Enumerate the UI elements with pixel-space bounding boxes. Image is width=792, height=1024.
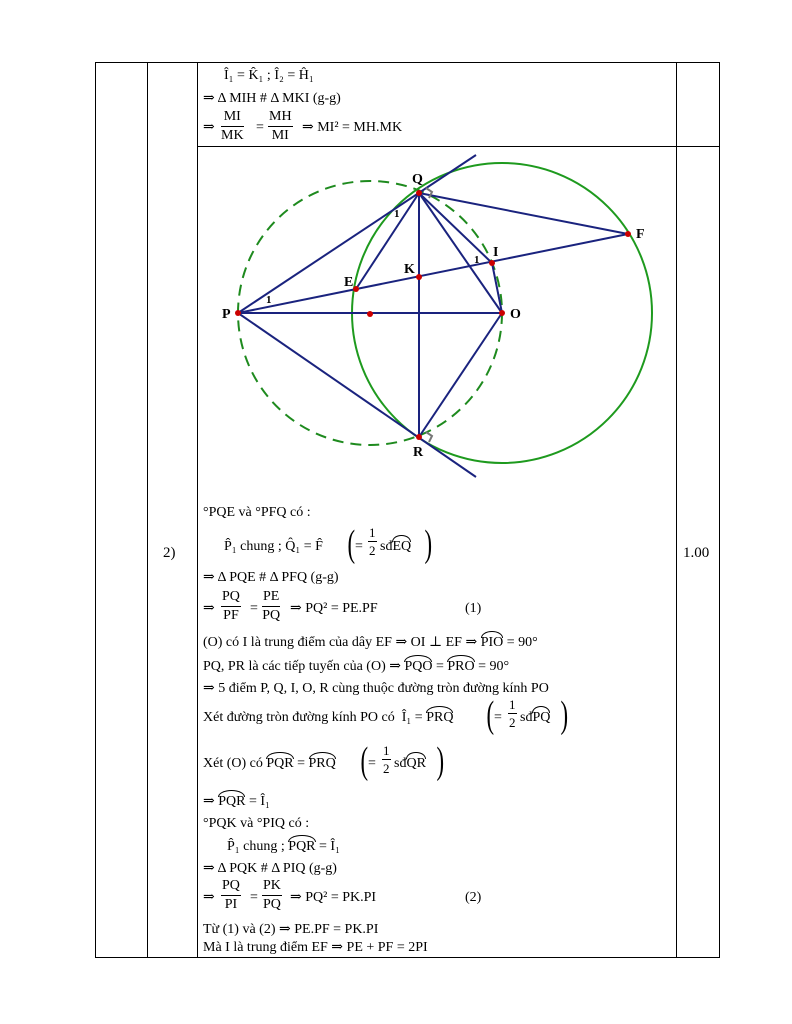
point-p	[235, 310, 241, 316]
solution-line-13: ⇒ Δ PQK # Δ PIQ (g-g)	[203, 861, 337, 876]
eq-14: =	[250, 890, 258, 905]
part-label: 2)	[163, 545, 176, 561]
point-i	[489, 260, 495, 266]
solution-line-8: Xét đường tròn đường kính PO có Î₁ = PRQ	[203, 710, 454, 725]
label-k: K	[404, 262, 415, 277]
top-line-3-arrow: ⇒	[203, 120, 215, 135]
top-line-1: Î₁ = K̂₁ ; Î₂ = Ĥ₁	[224, 68, 314, 83]
fraction-mh-mi: $\frac{MH}{MI}$	[269, 109, 292, 143]
fraction-pe-pq: $\frac{PE}{PQ}$	[262, 589, 281, 623]
label-i: I	[493, 245, 499, 260]
tangent-line-r	[238, 313, 476, 477]
top-line-3-tail: ⇒ MI² = MH.MK	[302, 120, 403, 135]
segment-ro	[419, 313, 502, 437]
fraction-pq-pf: $\frac{PQ}{PF}$	[222, 589, 240, 623]
point-r	[416, 434, 422, 440]
eq-4: =	[250, 601, 258, 616]
segment-qi	[419, 193, 492, 263]
sd-eq: sđEQ	[380, 539, 412, 554]
paren-open-8: (	[486, 694, 495, 736]
solution-line-14-tail: ⇒ PQ² = PK.PI	[290, 890, 377, 905]
solution-line-6: PQ, PR là các tiếp tuyến của (O) ⇒ PQO = PRO = 90°	[203, 659, 510, 674]
solution-line-4-tail: ⇒ PQ² = PE.PF	[290, 601, 378, 616]
sd-qr: sđQR	[394, 756, 426, 771]
solution-line-11: °PQK và °PIQ có :	[203, 816, 310, 831]
arrow-14: ⇒	[203, 890, 215, 905]
sd-pq: sđPQ	[520, 710, 551, 725]
fraction-pq-pi: $\frac{PQ}{PI}$	[222, 878, 240, 912]
label-q: Q	[412, 172, 423, 187]
label-o: O	[510, 307, 521, 322]
point-q	[416, 190, 422, 196]
solution-line-10: ⇒ PQR = Î₁	[203, 794, 270, 809]
half-fraction-9: $\frac{1}{2}$	[383, 743, 390, 776]
arrow-4: ⇒	[203, 601, 215, 616]
solution-line-1: °PQE và °PFQ có :	[203, 505, 311, 520]
segment-qf	[419, 193, 628, 234]
label-f: F	[636, 227, 645, 242]
solution-line-2: P̂₁ chung ; Q̂₁ = F̂	[224, 539, 323, 554]
top-line-2: ⇒ Δ MIH # Δ MKI (g-g)	[203, 91, 341, 106]
paren-close-8: )	[560, 694, 569, 736]
paren-open: (	[347, 523, 356, 565]
score-value: 1.00	[683, 545, 710, 561]
paren-close-9: )	[436, 740, 445, 782]
point-e	[353, 286, 359, 292]
segment-qo	[419, 193, 502, 313]
equals-9: =	[368, 756, 376, 771]
fraction-mi-mk: $\frac{MI}{MK}$	[221, 109, 244, 143]
label-angle-p1: 1	[266, 294, 272, 306]
solution-line-9: Xét (O) có PQR = PRQ	[203, 756, 336, 771]
solution-line-12: P̂₁ chung ; PQR = Î₁	[227, 839, 340, 854]
equation-number-2: (2)	[465, 890, 482, 905]
solution-line-5: (O) có I là trung điểm của dây EF ⇒ OI ⊥ EF ⇒ PIO = 90°	[203, 635, 538, 650]
half-fraction: $\frac{1}{2}$	[369, 525, 376, 558]
label-r: R	[413, 445, 424, 460]
paren-open-9: (	[360, 740, 369, 782]
right-angle-mark-r	[426, 432, 432, 442]
fraction-pk-pq: $\frac{PK}{PQ}$	[263, 878, 281, 912]
equals: =	[355, 539, 363, 554]
label-p: P	[222, 307, 231, 322]
equals-sign: =	[256, 120, 264, 135]
point-f	[625, 231, 631, 237]
label-angle-q1: 1	[394, 208, 400, 220]
paren-close: )	[424, 523, 433, 565]
solution-line-15: Từ (1) và (2) ⇒ PE.PF = PK.PI	[203, 922, 379, 937]
point-k	[416, 274, 422, 280]
solution-line-3: ⇒ Δ PQE # Δ PFQ (g-g)	[203, 570, 339, 585]
solution-line-16: Mà I là trung điểm EF ⇒ PE + PF = 2PI	[203, 940, 428, 955]
equals-8: =	[494, 710, 502, 725]
solution-line-7: ⇒ 5 điểm P, Q, I, O, R cùng thuộc đường tròn đường kính PO	[203, 681, 549, 696]
equation-number-1: (1)	[465, 601, 482, 616]
label-e: E	[344, 275, 354, 290]
point-center-dashed	[367, 311, 373, 317]
label-angle-i1: 1	[474, 254, 480, 266]
half-fraction-8: $\frac{1}{2}$	[509, 697, 516, 730]
point-o	[499, 310, 505, 316]
